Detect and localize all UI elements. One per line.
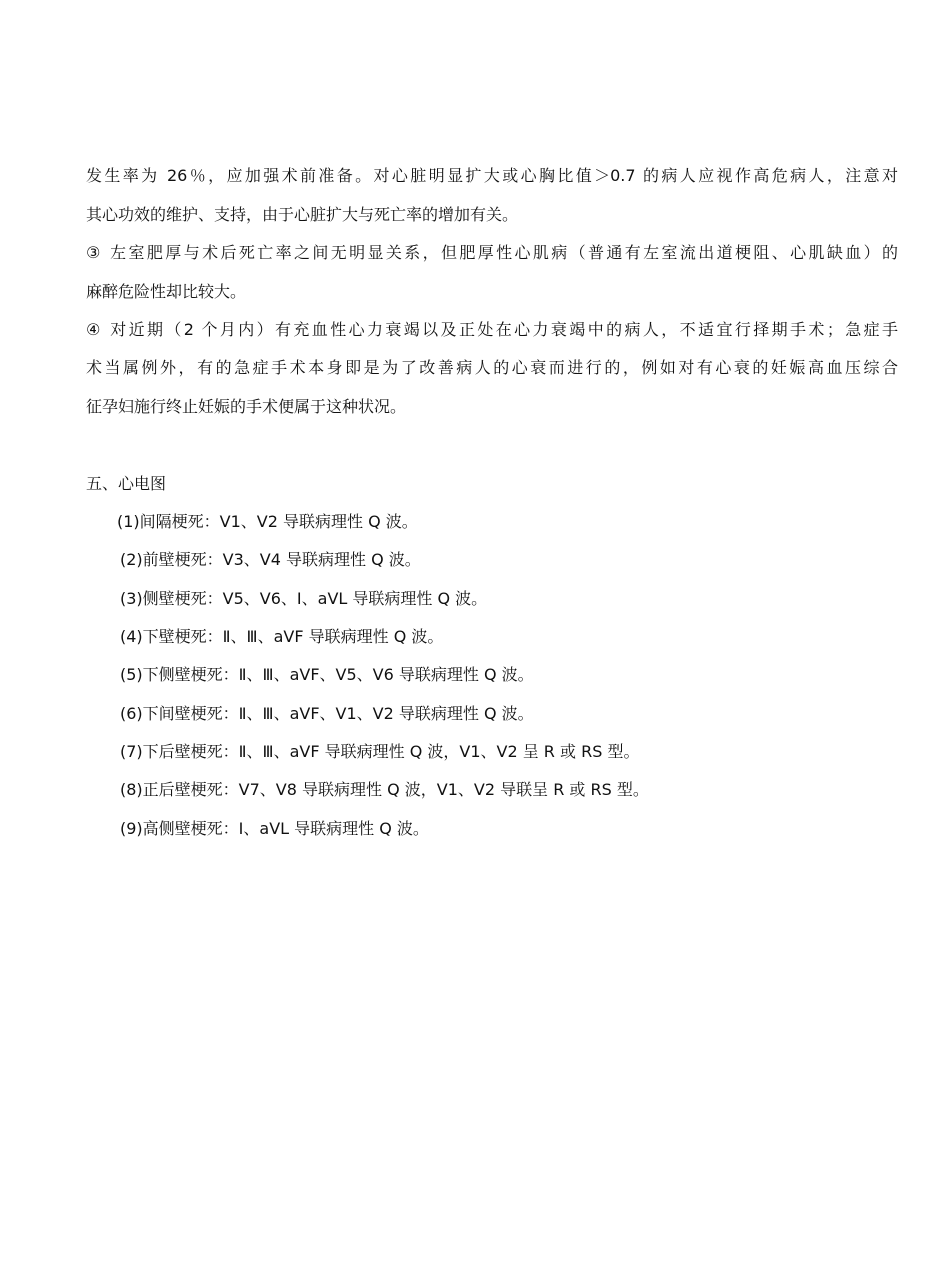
paragraph-3-line-3: 征孕妇施行终止妊娠的手术便属于这种状况。 — [86, 397, 407, 416]
ecg-item-8: (8)正后壁梗死：V7、V8 导联病理性 Q 波，V1、V2 导联呈 R 或 RS 型。 — [120, 780, 649, 799]
ecg-item-4: (4)下壁梗死：Ⅱ、Ⅲ、aVF 导联病理性 Q 波。 — [120, 627, 444, 646]
ecg-item-5: (5)下侧壁梗死：Ⅱ、Ⅲ、aVF、V5、V6 导联病理性 Q 波。 — [120, 665, 534, 684]
ecg-item-6: (6)下间壁梗死：Ⅱ、Ⅲ、aVF、V1、V2 导联病理性 Q 波。 — [120, 704, 534, 723]
paragraph-3-line-2: 术当属例外，有的急症手术本身即是为了改善病人的心衰而进行的，例如对有心衰的妊娠高血压综合 — [86, 358, 898, 377]
paragraph-3-line-1: ④ 对近期（2 个月内）有充血性心力衰竭以及正处在心力衰竭中的病人，不适宜行择期手术；急症手 — [86, 320, 898, 339]
ecg-item-1: (1)间隔梗死：V1、V2 导联病理性 Q 波。 — [117, 512, 418, 531]
ecg-item-7: (7)下后壁梗死：Ⅱ、Ⅲ、aVF 导联病理性 Q 波，V1、V2 呈 R 或 RS 型。 — [120, 742, 640, 761]
ecg-item-3: (3)侧壁梗死：V5、V6、Ⅰ、aVL 导联病理性 Q 波。 — [120, 589, 488, 608]
paragraph-1-line-1: 发生率为 26％，应加强术前准备。对心脏明显扩大或心胸比值＞0.7 的病人应视作高危病人，注意对 — [86, 166, 898, 185]
ecg-item-2: (2)前壁梗死：V3、V4 导联病理性 Q 波。 — [120, 550, 421, 569]
paragraph-2-line-2: 麻醉危险性却比较大。 — [86, 282, 247, 301]
ecg-item-9: (9)高侧壁梗死：Ⅰ、aVL 导联病理性 Q 波。 — [120, 819, 429, 838]
paragraph-1-line-2: 其心功效的维护、支持，由于心脏扩大与死亡率的增加有关。 — [86, 205, 519, 224]
section-heading: 五、心电图 — [86, 474, 167, 493]
paragraph-2-line-1: ③ 左室肥厚与术后死亡率之间无明显关系，但肥厚性心肌病（普通有左室流出道梗阻、心肌缺血）的 — [86, 243, 898, 262]
